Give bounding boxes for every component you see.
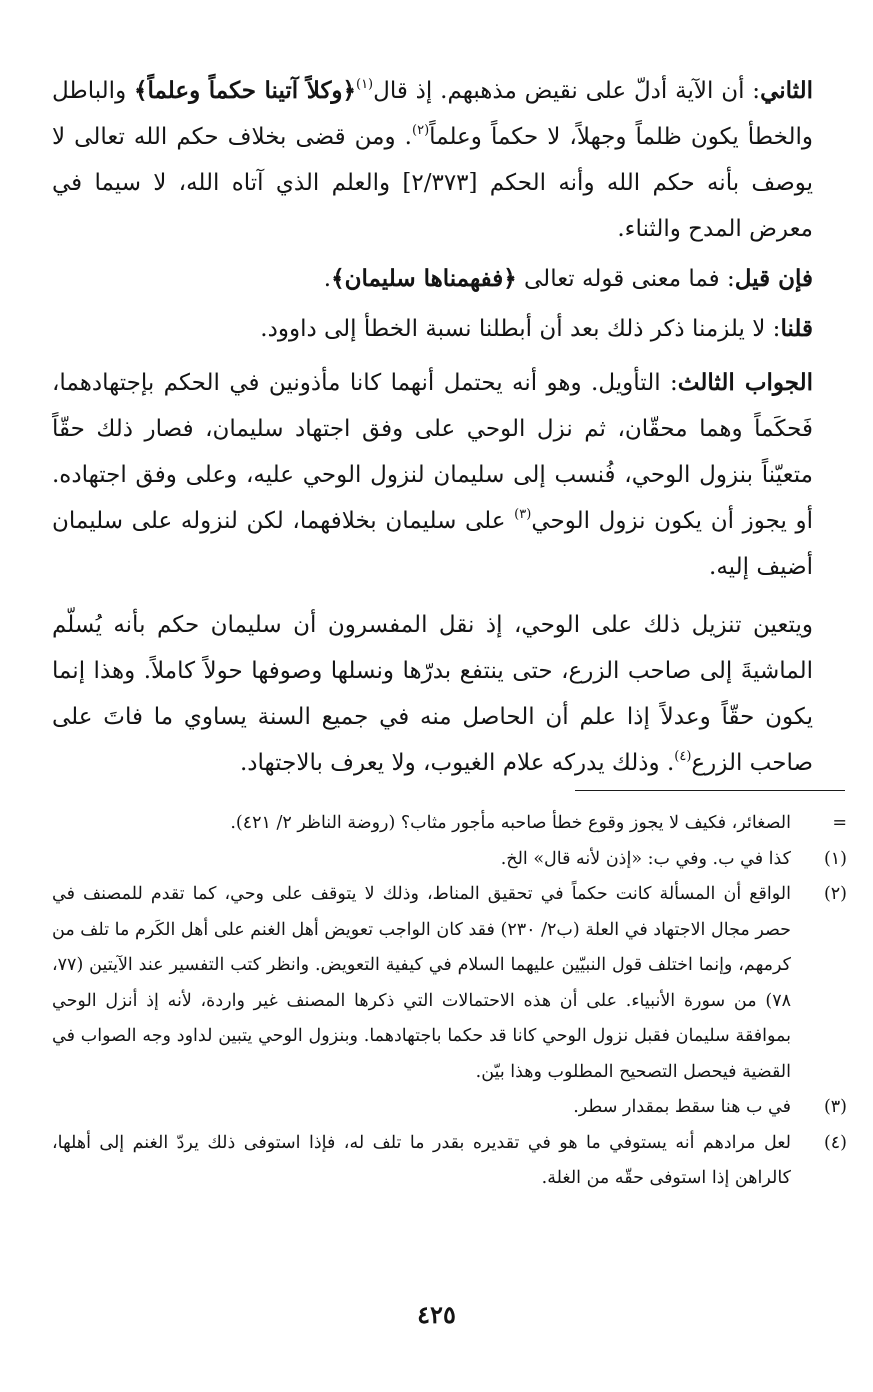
paragraph-heading: الجواب الثالث [677,369,814,396]
paragraph-third-answer [52,360,813,590]
paragraph-text: ويتعين تنزيل ذلك على الوحي، إذ نقل المفسرون أن سليمان حكم بأنه يُسلّم الماشيةَ إلى صاحب الزرع، حتى ينتفع بدرّها ونسلها وصوفها حولاً كاملاً. وهذا إنما يكون حقّاً وعدلاً إذا علم أن الحاصل منه في جميع السنة يساوي ما فاتَ على صاحب الزرع [52,612,813,776]
footnote-4 [52,1126,847,1197]
footnote-number: (٤) [823,1132,847,1153]
footnote-2 [52,877,847,1090]
paragraph-text: . وذلك يدركه علام الغيوب، ولا يعرف بالاجتهاد. [240,750,675,776]
footnote-marker-4[interactable]: (٤) [674,749,692,764]
footnote-marker-1[interactable]: (١) [355,77,374,92]
paragraph-reply [52,306,813,352]
footnotes [52,806,847,1197]
paragraph-heading: الثاني [760,77,813,104]
footnote-text: الصغائر، فكيف لا يجوز وقوع خطأ صاحبه مأجور مثاب؟ (روضة الناظر ٢/ ٤٢١). [230,813,791,833]
paragraph-objection [52,256,813,302]
footnote-1 [52,842,847,878]
footnote-text: كذا في ب. وفي ب: «إذن لأنه قال» الخ. [500,848,791,869]
paragraph-heading: قلنا [780,315,813,342]
quran-quote: ﴿ففهمناها سليمان﴾ [331,265,517,292]
paragraph-second-argument [52,68,813,252]
paragraph-text: والباطل والخطأ يكون ظلماً وجهلاً، لا حكماً وعلماً [52,78,814,150]
paragraph-text: : فما معنى قوله تعالى [516,266,735,292]
footnote-number: (٢) [823,884,847,904]
footnote-marker-2[interactable]: (٢) [412,123,430,138]
paragraph-revelation [52,602,813,786]
footnote-marker-3[interactable]: (٣) [514,507,532,522]
page-number: ٤٢٥ [417,1300,456,1329]
paragraph-text: على سليمان بخلافهما، لكن لنزوله على سليمان أضيف إليه. [52,508,813,580]
footnote-text: لعل مرادهم أنه يستوفي ما هو في تقديره بقدر ما تلف له، فإذا استوفى ذلك يردّ الغنم إلى أهلها، كالراهن إذا استوفى حقّه من الغلة. [52,1132,791,1188]
main-text [52,68,813,786]
footnote-continuation [52,806,847,842]
footnote-number: (٣) [823,1097,847,1117]
footnote-number: (١) [823,848,847,869]
footnote-divider [575,790,845,791]
paragraph-text: . [323,266,332,292]
footnote-3 [52,1090,847,1126]
footnote-text: الواقع أن المسألة كانت حكماً في تحقيق المناط، وذلك لا يتوقف على وحي، كما تقدم للمصنف في حصر مجال الاجتهاد في العلة (ب٢/ ٢٣٠) فقد كان الواجب تعويض أهل الغنم على أهل الكَرم ما تلف من كرمهم، وإنما اختلف قول النبيّين عليهما السلام في كيفية التعويض. وانظر كتب التفسير عند الآيتين (٧٧، ٧٨) من سورة الأنبياء. على أن هذه الاحتمالات التي ذكرها المصنف غير واردة، لأنه إذ أنزل الوحي بموافقة سليمان فقبل نزول الوحي كانا قد حكما باجتهادهما. وبنزول الوحي يتبين لداود وجه الصواب في القضية فيحصل التصحيح المطلوب وهذا بيّن. [52,884,791,1082]
footnote-number: = [832,813,847,833]
paragraph-text: . ومن قضى بخلاف حكم الله تعالى لا يوصف بأنه حكم الله وأنه الحكم [٢/٣٧٣] والعلم الذي آتاه الله، لا سيما في معرض المدح والثناء. [52,124,814,242]
paragraph-text: : أن الآية أدلّ على نقيض مذهبهم. إذ قال [373,78,761,104]
paragraph-text: : التأويل. وهو أنه يحتمل أنهما كانا مأذونين في الحكم بإجتهادهما، فَحكَماً وهما محقّان، ثم نزل الوحي على وفق اجتهاد سليمان، فصار ذلك حقّاً متعيّناً بنزول الوحي، فُنسب إلى سليمان لنزول الوحي عليه، وعلى وفق اجتهاده. أو يجوز أن يكون نزول الوحي [52,370,813,534]
paragraph-heading: فإن قيل [734,265,813,292]
quran-quote: ﴿وكلاً آتينا حكماً وعلماً﴾ [134,77,356,104]
paragraph-text: : لا يلزمنا ذكر ذلك بعد أن أبطلنا نسبة الخطأ إلى داوود. [260,316,781,342]
footnote-text: في ب هنا سقط بمقدار سطر. [573,1097,791,1117]
